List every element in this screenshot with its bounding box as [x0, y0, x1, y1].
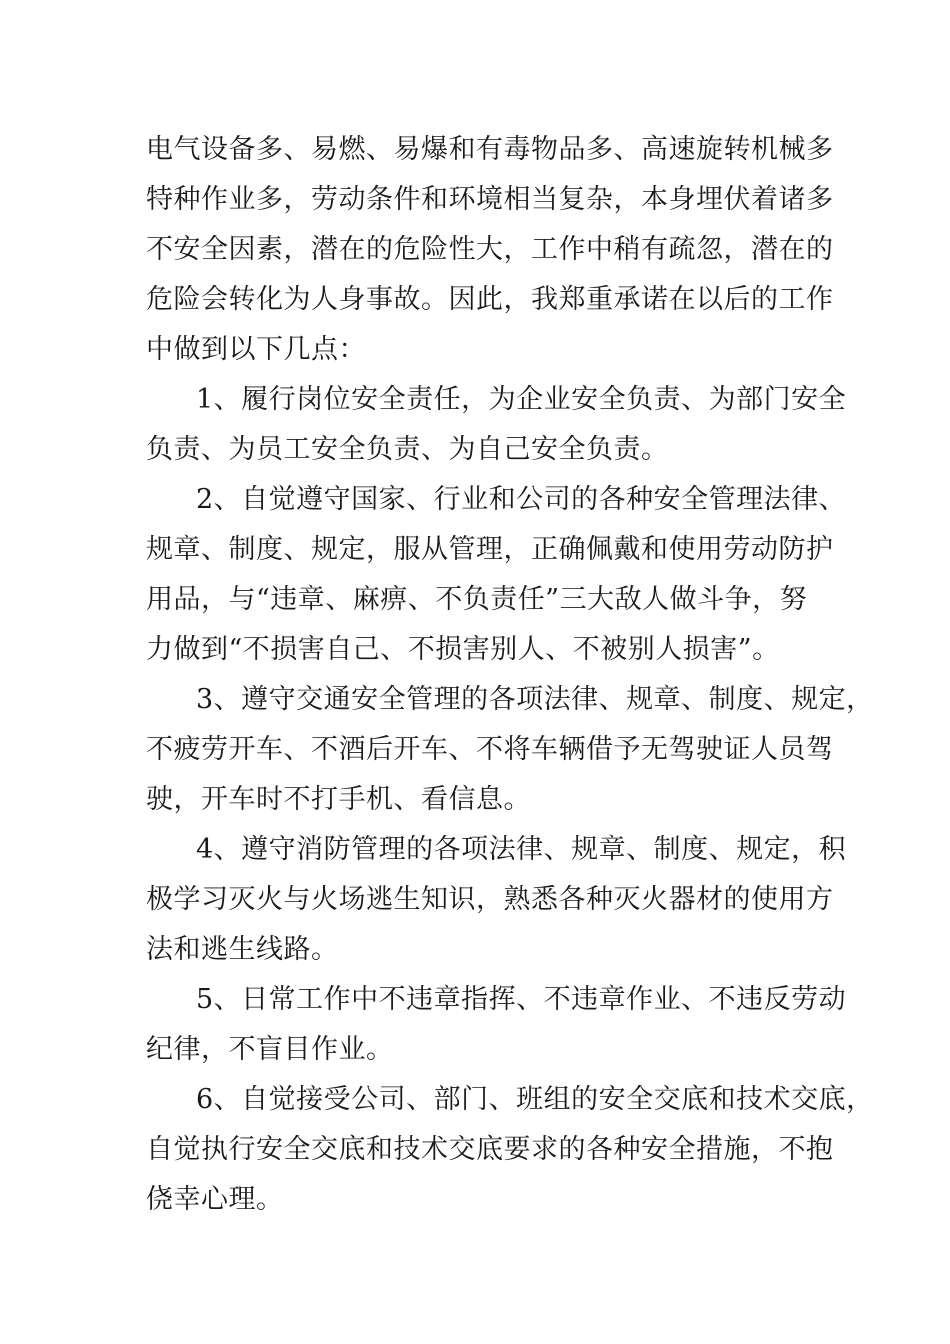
item-3-line-2: 不疲劳开车、不酒后开车、不将车辆借予无驾驶证人员驾 — [146, 734, 834, 765]
item-3-line-1: 3、遵守交通安全管理的各项法律、规章、制度、规定， — [196, 684, 874, 715]
paragraph-intro-line-3: 不安全因素，潜在的危险性大，工作中稍有疏忽，潜在的 — [146, 234, 834, 265]
item-6-line-1: 6、自觉接受公司、部门、班组的安全交底和技术交底， — [196, 1084, 874, 1115]
item-1-line-1: 1、履行岗位安全责任，为企业安全负责、为部门安全 — [196, 384, 847, 415]
item-4-line-3: 法和逃生线路。 — [146, 934, 339, 965]
item-3-line-3: 驶，开车时不打手机、看信息。 — [146, 784, 531, 815]
item-2-line-2: 规章、制度、规定，服从管理，正确佩戴和使用劳动防护 — [146, 534, 834, 565]
item-4-line-1: 4、遵守消防管理的各项法律、规章、制度、规定，积 — [196, 834, 847, 865]
item-2-line-1: 2、自觉遵守国家、行业和公司的各种安全管理法律、 — [196, 484, 847, 515]
item-5-line-2: 纪律，不盲目作业。 — [146, 1034, 394, 1065]
item-4-line-2: 极学习灭火与火场逃生知识，熟悉各种灭火器材的使用方 — [146, 884, 834, 915]
item-5-line-1: 5、日常工作中不违章指挥、不违章作业、不违反劳动 — [196, 984, 847, 1015]
paragraph-intro-line-5: 中做到以下几点： — [146, 334, 366, 365]
paragraph-intro-line-2: 特种作业多，劳动条件和环境相当复杂，本身埋伏着诸多 — [146, 184, 834, 215]
item-1-line-2: 负责、为员工安全负责、为自己安全负责。 — [146, 434, 669, 465]
item-2-line-3: 用品，与“违章、麻痹、不负责任”三大敌人做斗争，努 — [146, 584, 808, 615]
paragraph-intro-line-1: 电气设备多、易燃、易爆和有毒物品多、高速旋转机械多 — [146, 134, 834, 165]
paragraph-intro-line-4: 危险会转化为人身事故。因此，我郑重承诺在以后的工作 — [146, 284, 834, 315]
item-6-line-3: 侥幸心理。 — [146, 1184, 284, 1215]
item-6-line-2: 自觉执行安全交底和技术交底要求的各种安全措施，不抱 — [146, 1134, 834, 1165]
item-2-line-4: 力做到“不损害自己、不损害别人、不被别人损害”。 — [146, 634, 780, 665]
